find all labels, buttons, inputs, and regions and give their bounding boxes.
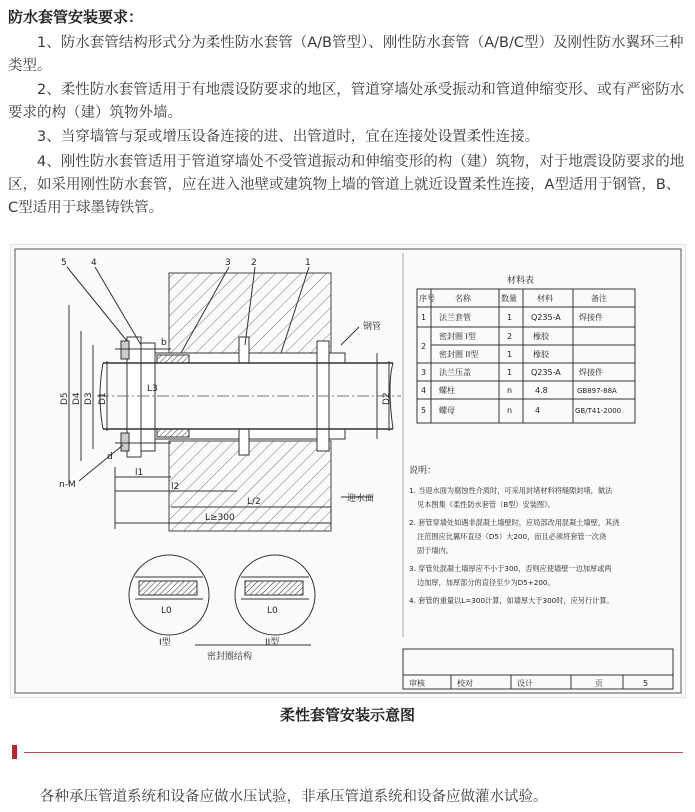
table-header-0: 序号	[419, 294, 435, 303]
title-block-check: 校对	[457, 679, 473, 688]
note-line: 固于墙内。	[417, 546, 453, 555]
detail-type-2-label: II型	[265, 638, 280, 648]
dim-d5: D5	[60, 392, 70, 405]
dim-d4: D4	[72, 392, 82, 405]
drawing-svg	[11, 245, 685, 697]
table-cell: 密封圈 I型	[439, 332, 476, 341]
seal-ring-top	[157, 355, 189, 363]
table-cell: 橡胶	[533, 350, 549, 359]
table-cell: 2	[507, 332, 513, 341]
table-cell: 2	[421, 342, 427, 351]
dim-d: d	[107, 452, 113, 462]
table-cell: 4	[535, 406, 541, 415]
title-block-design: 设计	[517, 679, 533, 688]
dim-d2: D2	[382, 392, 392, 405]
table-header-2: 数量	[501, 294, 517, 303]
table-cell: 法兰压盖	[439, 368, 471, 377]
notes-title: 说明：	[409, 466, 437, 476]
pipe-label: 钢管	[363, 322, 382, 332]
table-cell: 4	[421, 386, 427, 395]
table-cell: 1	[421, 313, 427, 322]
table-cell: 1	[507, 368, 513, 377]
paragraph-1: 1、防水套管结构形式分为柔性防水套管（A/B管型）、刚性防水套管（A/B/C型）及刚性防水翼环三种类型。	[8, 35, 684, 74]
detail-title: 密封圈结构	[207, 652, 253, 662]
table-cell: 焊接件	[579, 368, 603, 377]
callout-5: 5	[61, 258, 67, 268]
section-divider	[12, 745, 683, 759]
table-cell: 4.8	[535, 386, 548, 395]
note-line: 边加厚，加厚部分的直径至少为D5+200。	[417, 578, 555, 587]
divider-line	[24, 752, 683, 753]
callout-2: 2	[251, 258, 257, 268]
dim-l3: L3	[147, 384, 158, 394]
seal-ring-bottom	[157, 429, 189, 437]
note-line: 注范围应比翼环直径（D5）大200，而且必须将套管一次浇	[417, 532, 607, 541]
table-cell: n	[507, 386, 513, 395]
title-block-page-number: 5	[643, 679, 649, 688]
paragraph-3: 3、当穿墙管与泵或增压设备连接的进、出管道时，宜在连接处设置柔性连接。	[37, 129, 540, 145]
table-cell: 螺柱	[439, 386, 455, 395]
table-cell: 法兰套管	[439, 313, 471, 322]
dim-l1: l1	[135, 468, 144, 478]
note-line: 2. 套管穿墙处如遇非混凝土墙壁时，应局部改用混凝土墙壁，其浇	[409, 518, 620, 527]
table-header-3: 材料	[537, 294, 553, 303]
table-header-1: 名称	[455, 294, 471, 303]
table-cell: 3	[421, 368, 427, 377]
figure-caption: 柔性套管安装示意图	[279, 706, 415, 724]
table-cell: Q235-A	[531, 368, 561, 377]
callout-3: 3	[225, 258, 231, 268]
table-cell: GB897-88A	[577, 387, 617, 395]
dim-l-half: L/2	[247, 497, 261, 507]
wall-hatch-bottom	[169, 441, 331, 531]
dim-b: b	[161, 338, 167, 348]
section-heading: 防水套管安装要求：	[8, 8, 144, 26]
table-cell: 螺母	[439, 406, 455, 415]
dim-l-total: L≥300	[205, 513, 235, 523]
installation-drawing	[10, 244, 686, 698]
nm-label: n-M	[59, 480, 76, 490]
dim-l2: l2	[171, 482, 180, 492]
title-block-review: 审核	[409, 679, 425, 688]
divider-accent	[12, 745, 17, 759]
note-line: 见本图集《柔性防水套管（B型）安装图》。	[417, 500, 555, 509]
wall-hatch-top	[169, 273, 331, 361]
table-cell: Q235-A	[531, 313, 561, 322]
table-cell: 1	[507, 350, 513, 359]
table-header-4: 备注	[591, 294, 607, 303]
paragraph-4: 4、刚性防水套管适用于管道穿墙处不受管道振动和伸缩变形的构（建）筑物，对于地震设防要求的地区，如采用刚性防水套管，应在进入池壁或建筑物上墙的管道上就近设置柔性连接，A型适用于钢管，B、C型适用于球墨铸铁管。	[8, 154, 685, 216]
table-cell: 密封圈 II型	[439, 350, 479, 359]
table-cell: 焊接件	[579, 313, 603, 322]
dim-l0-1: L0	[161, 606, 172, 616]
table-cell: GB/T41-2000	[575, 407, 622, 415]
callout-1: 1	[305, 258, 311, 268]
note-line: 3. 穿管处混凝土墙厚应不小于300，否则应使墙壁一边加厚或两	[409, 564, 612, 573]
paragraph-2: 2、柔性防水套管适用于有地震设防要求的地区，管道穿墙处承受振动和管道伸缩变形、或有严密防水要求的构（建）筑物外墙。	[8, 82, 685, 121]
dim-d3: D3	[84, 392, 94, 405]
callout-4: 4	[91, 258, 97, 268]
detail-type-1-label: I型	[159, 638, 171, 648]
note-line: 4. 套管的重量以L=300计算，如墙厚大于300时，应另行计算。	[409, 596, 614, 605]
dim-l0-2: L0	[267, 606, 278, 616]
dim-d1: D1	[98, 392, 108, 405]
note-line: 1. 当迎水面为腐蚀性介质时，可采用封堵材料将缝隙封堵，做法	[409, 486, 613, 495]
bottom-paragraph: 各种承压管道系统和设备应做水压试验，非承压管道系统和设备应做灌水试验。	[40, 789, 548, 805]
table-cell: 5	[421, 406, 427, 415]
title-block-page: 页	[595, 679, 603, 688]
table-cell: n	[507, 406, 513, 415]
table-cell: 橡胶	[533, 332, 549, 341]
table-title: 材料表	[507, 276, 535, 286]
title-block	[403, 649, 673, 689]
wall-face-label: 迎水面	[347, 494, 375, 504]
table-cell: 1	[507, 313, 513, 322]
